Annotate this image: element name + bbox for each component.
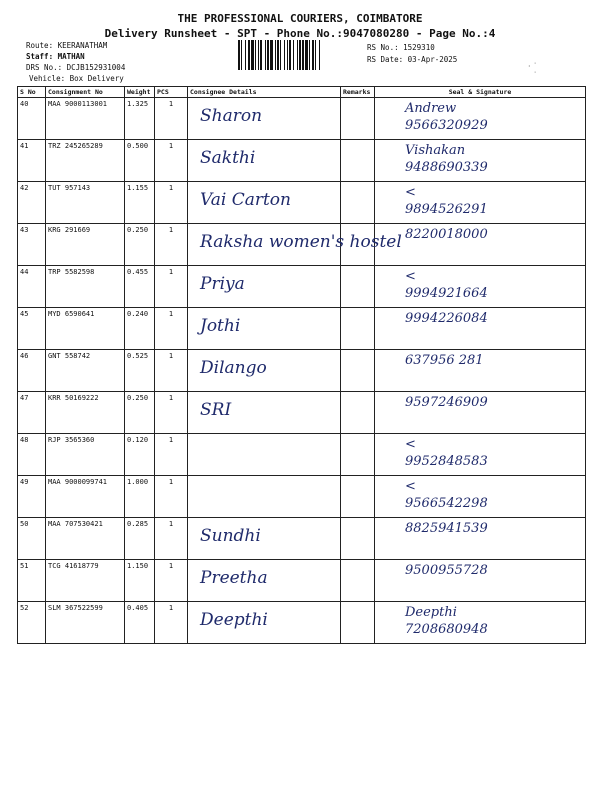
seal-signature: <	[405, 437, 416, 452]
runsheet-table	[17, 86, 586, 644]
cell-sno: 42	[18, 182, 46, 224]
table-row	[18, 350, 586, 392]
cell-sno: 43	[18, 224, 46, 266]
cell-consignee	[188, 560, 341, 602]
cell-seal	[375, 308, 586, 350]
cell-remarks	[341, 182, 375, 224]
cell-seal	[375, 350, 586, 392]
cell-consignee	[188, 392, 341, 434]
consignee-handwriting: Raksha women's hostel	[200, 232, 402, 252]
rs-date: RS Date: 03-Apr-2025	[367, 55, 458, 64]
staff-label: Staff: MATHAN	[26, 52, 85, 61]
table-row	[18, 392, 586, 434]
table-row	[18, 560, 586, 602]
cell-seal	[375, 266, 586, 308]
company-title: THE PROFESSIONAL COURIERS, COIMBATORE	[177, 12, 423, 25]
table-row	[18, 140, 586, 182]
cell-consignee	[188, 476, 341, 518]
seal-signature: <	[405, 185, 416, 200]
seal-phone: 637956 281	[405, 353, 484, 368]
cell-sno: 44	[18, 266, 46, 308]
cell-remarks	[341, 266, 375, 308]
cell-weight: 0.285	[125, 518, 155, 560]
seal-phone: 8825941539	[405, 521, 488, 536]
seal-phone: 9488690339	[405, 160, 488, 175]
rs-number: RS No.: 1529310	[367, 43, 435, 52]
col-weight: Weight	[125, 87, 155, 98]
consignee-handwriting: SRI	[200, 400, 232, 420]
cell-consignee	[188, 434, 341, 476]
cell-consignment: KRR 50169222	[46, 392, 125, 434]
consignee-handwriting: Vai Carton	[200, 190, 291, 210]
cell-pcs: 1	[155, 266, 188, 308]
scan-marks: · ˙ ˙	[528, 62, 538, 80]
seal-signature: Vishakan	[405, 143, 466, 158]
route-label: Route: KEERANATHAM	[26, 41, 108, 50]
consignee-handwriting: Deepthi	[200, 610, 268, 630]
cell-remarks	[341, 308, 375, 350]
cell-consignment: GNT 558742	[46, 350, 125, 392]
cell-consignment: KRG 291669	[46, 224, 125, 266]
cell-consignment: MAA 9000113001	[46, 98, 125, 140]
cell-sno: 48	[18, 434, 46, 476]
consignee-handwriting: Sharon	[200, 106, 263, 126]
cell-sno: 50	[18, 518, 46, 560]
cell-pcs: 1	[155, 182, 188, 224]
consignee-handwriting: Preetha	[200, 568, 268, 588]
col-remarks: Remarks	[341, 87, 375, 98]
seal-phone: 9952848583	[405, 454, 488, 469]
route-info	[26, 40, 125, 84]
cell-consignment: TUT 957143	[46, 182, 125, 224]
cell-weight: 0.500	[125, 140, 155, 182]
col-consignee: Consignee Details	[188, 87, 341, 98]
cell-weight: 1.155	[125, 182, 155, 224]
table-row	[18, 518, 586, 560]
cell-seal	[375, 602, 586, 644]
table-row	[18, 98, 586, 140]
cell-weight: 0.120	[125, 434, 155, 476]
col-seal: Seal & Signature	[375, 87, 586, 98]
cell-consignment: MAA 707530421	[46, 518, 125, 560]
rs-info	[367, 42, 457, 66]
seal-phone: 7208680948	[405, 622, 488, 637]
consignee-handwriting: Sakthi	[200, 148, 256, 168]
cell-pcs: 1	[155, 434, 188, 476]
cell-weight: 1.325	[125, 98, 155, 140]
cell-weight: 0.240	[125, 308, 155, 350]
table-row	[18, 224, 586, 266]
cell-consignee	[188, 602, 341, 644]
cell-seal	[375, 476, 586, 518]
seal-phone: 9500955728	[405, 563, 488, 578]
cell-pcs: 1	[155, 140, 188, 182]
consignee-handwriting: Priya	[200, 274, 245, 294]
cell-consignee	[188, 308, 341, 350]
cell-seal	[375, 182, 586, 224]
cell-remarks	[341, 518, 375, 560]
table-row	[18, 476, 586, 518]
seal-phone: 9566542298	[405, 496, 488, 511]
cell-consignment: TRZ 245265289	[46, 140, 125, 182]
cell-pcs: 1	[155, 602, 188, 644]
cell-remarks	[341, 434, 375, 476]
seal-phone: 9894526291	[405, 202, 488, 217]
seal-phone: 9994226084	[405, 311, 488, 326]
cell-weight: 0.250	[125, 392, 155, 434]
table-header-row	[18, 87, 586, 98]
cell-sno: 45	[18, 308, 46, 350]
cell-consignment: MYD 6590641	[46, 308, 125, 350]
cell-weight: 1.150	[125, 560, 155, 602]
cell-remarks	[341, 476, 375, 518]
table-row	[18, 434, 586, 476]
cell-remarks	[341, 140, 375, 182]
cell-seal	[375, 560, 586, 602]
seal-phone: 8220018000	[405, 227, 488, 242]
consignee-handwriting: Jothi	[200, 316, 241, 336]
cell-consignment: TRP 5582598	[46, 266, 125, 308]
cell-weight: 0.250	[125, 224, 155, 266]
cell-remarks	[341, 350, 375, 392]
cell-consignee	[188, 224, 402, 266]
cell-consignment: TCG 41618779	[46, 560, 125, 602]
cell-weight: 0.405	[125, 602, 155, 644]
drs-label: DRS No.: DCJB152931004	[26, 63, 126, 72]
cell-weight: 0.525	[125, 350, 155, 392]
cell-pcs: 1	[155, 308, 188, 350]
seal-signature: Deepthi	[405, 605, 457, 620]
seal-signature: Andrew	[405, 101, 457, 116]
cell-weight: 0.455	[125, 266, 155, 308]
cell-sno: 40	[18, 98, 46, 140]
cell-consignment: MAA 9000099741	[46, 476, 125, 518]
seal-phone: 9994921664	[405, 286, 488, 301]
cell-consignment: SLM 367522599	[46, 602, 125, 644]
col-pcs: PCS	[155, 87, 188, 98]
table-row	[18, 602, 586, 644]
cell-pcs: 1	[155, 224, 188, 266]
cell-consignee	[188, 140, 341, 182]
table-row	[18, 266, 586, 308]
cell-consignee	[188, 182, 341, 224]
cell-sno: 52	[18, 602, 46, 644]
cell-remarks	[341, 392, 375, 434]
cell-pcs: 1	[155, 560, 188, 602]
seal-phone: 9597246909	[405, 395, 488, 410]
consignee-handwriting: Dilango	[200, 358, 267, 378]
cell-consignee	[188, 350, 341, 392]
cell-seal	[375, 224, 586, 266]
cell-remarks	[341, 602, 375, 644]
cell-pcs: 1	[155, 392, 188, 434]
consignee-handwriting: Sundhi	[200, 526, 261, 546]
table-row	[18, 308, 586, 350]
cell-remarks	[341, 98, 375, 140]
seal-signature: <	[405, 479, 416, 494]
seal-phone: 9566320929	[405, 118, 488, 133]
cell-sno: 49	[18, 476, 46, 518]
vehicle-label: Vehicle: Box Delivery	[29, 74, 124, 83]
barcode-image	[237, 40, 362, 70]
table-row	[18, 182, 586, 224]
cell-remarks	[341, 560, 375, 602]
cell-consignee	[188, 518, 341, 560]
cell-seal	[375, 140, 586, 182]
cell-consignee	[188, 98, 341, 140]
cell-seal	[375, 98, 586, 140]
col-sno: S No	[18, 87, 46, 98]
cell-pcs: 1	[155, 350, 188, 392]
cell-seal	[375, 518, 586, 560]
cell-seal	[375, 434, 586, 476]
cell-consignment: RJP 3565360	[46, 434, 125, 476]
cell-pcs: 1	[155, 98, 188, 140]
runsheet-title: Delivery Runsheet - SPT - Phone No.:9047080280 - Page No.:4	[104, 27, 496, 40]
cell-sno: 47	[18, 392, 46, 434]
seal-signature: <	[405, 269, 416, 284]
cell-sno: 41	[18, 140, 46, 182]
cell-sno: 46	[18, 350, 46, 392]
col-consignment: Consignment No	[46, 87, 125, 98]
cell-weight: 1.000	[125, 476, 155, 518]
cell-seal	[375, 392, 586, 434]
cell-consignee	[188, 266, 341, 308]
cell-sno: 51	[18, 560, 46, 602]
cell-pcs: 1	[155, 476, 188, 518]
cell-pcs: 1	[155, 518, 188, 560]
